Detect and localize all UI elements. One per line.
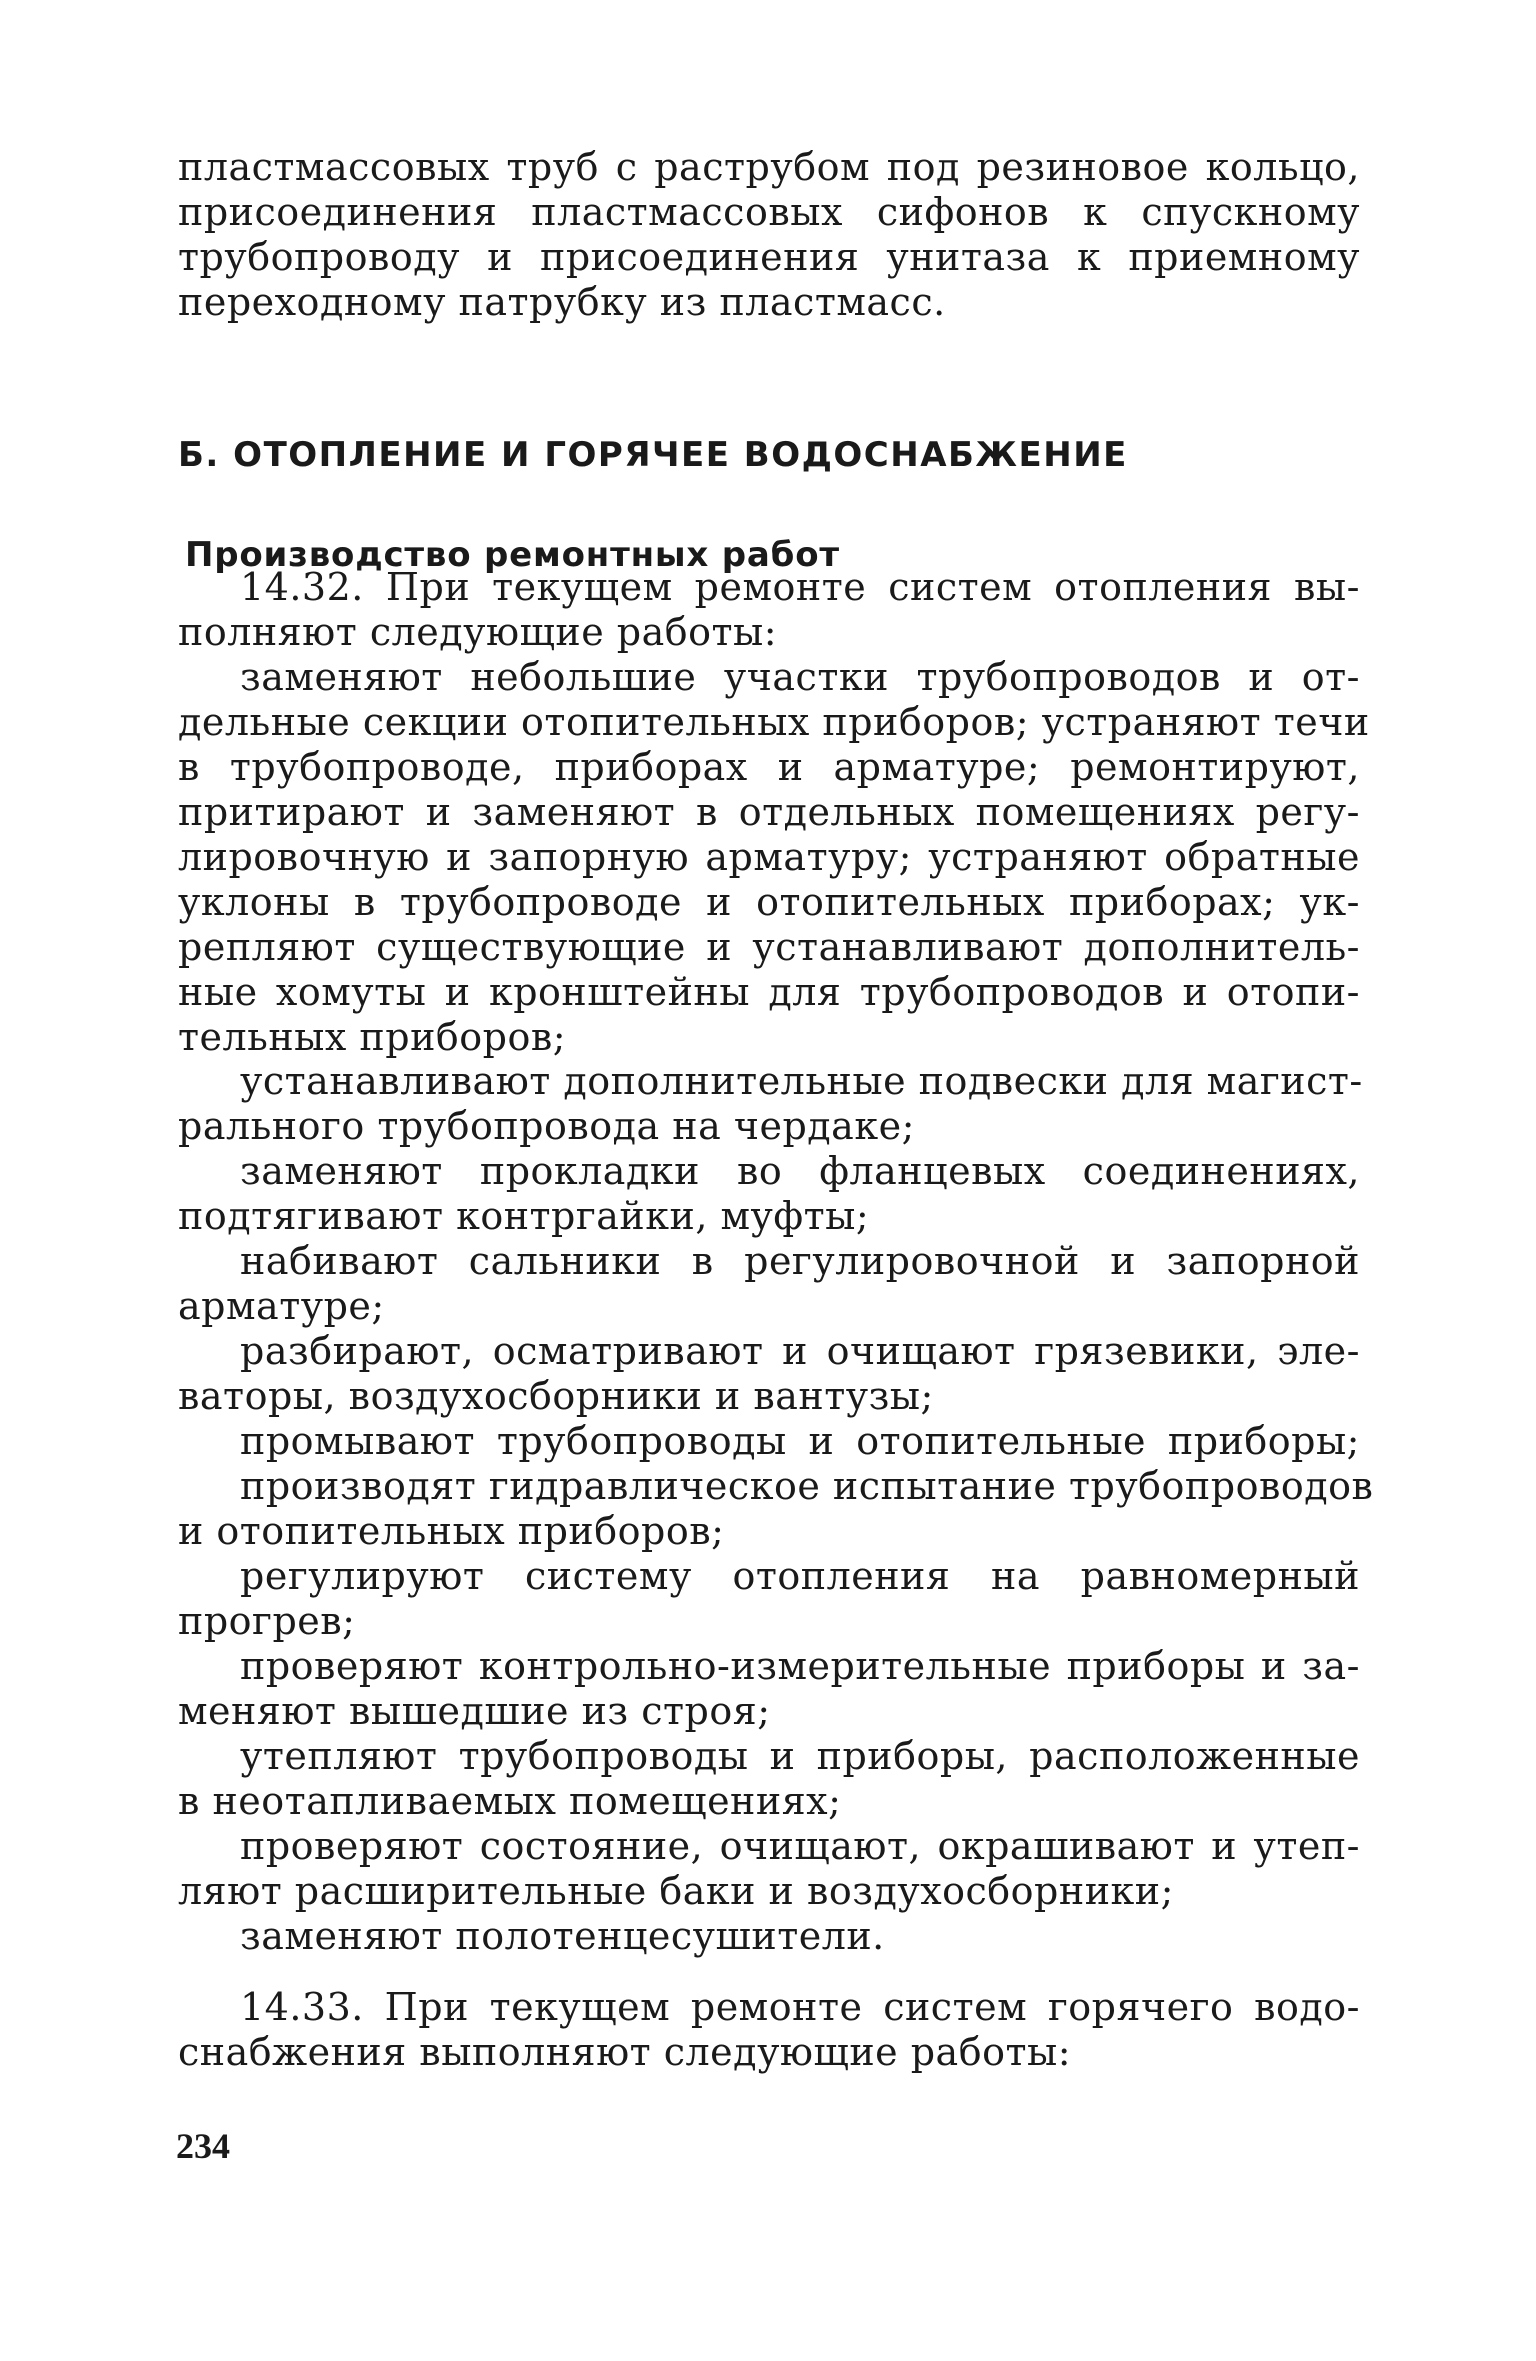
text-line: проверяют состояние, очищают, окрашивают и утеп- [240, 1824, 1360, 1868]
subsection-title: Производство ремонтных работ [185, 535, 840, 575]
text-line: заменяют небольшие участки трубопроводов и от- [240, 655, 1360, 699]
text-line: рального трубопровода на чердаке; [178, 1104, 915, 1148]
text-line: снабжения выполняют следующие работы: [178, 2030, 1072, 2074]
text-line: арматуре; [178, 1284, 385, 1328]
text-line: в неотапливаемых помещениях; [178, 1779, 842, 1823]
text-line: прогрев; [178, 1599, 356, 1643]
list-item [178, 1329, 1360, 1419]
list-item [178, 1644, 1360, 1734]
text-line: утепляют трубопроводы и приборы, расположенные [240, 1734, 1360, 1778]
text-line: регулируют систему отопления на равномерный [240, 1554, 1360, 1598]
text-line: пластмассовых труб с раструбом под резиновое кольцо, [178, 145, 1360, 189]
text-line: уклоны в трубопроводе и отопительных приборах; ук- [178, 880, 1360, 924]
text-line: ные хомуты и кронштейны для трубопроводов и отопи- [178, 970, 1360, 1014]
continuation-paragraph [178, 145, 1360, 325]
list-item [178, 1464, 1374, 1554]
list-item [178, 1554, 1360, 1644]
page-number: 234 [176, 2126, 230, 2166]
text-line: разбирают, осматривают и очищают грязевики, эле- [240, 1329, 1360, 1373]
text-line: проверяют контрольно-измерительные приборы и за- [240, 1644, 1360, 1688]
text-line: тельных приборов; [178, 1015, 567, 1059]
text-line: репляют существующие и устанавливают дополнитель- [178, 925, 1360, 969]
list-item [178, 1734, 1360, 1824]
text-line: заменяют прокладки во фланцевых соединениях, [240, 1149, 1360, 1193]
text-line: притирают и заменяют в отдельных помещениях регу- [178, 790, 1360, 834]
list-item [178, 655, 1370, 1060]
text-line: меняют вышедшие из строя; [178, 1689, 771, 1733]
text-line: подтягивают контргайки, муфты; [178, 1194, 870, 1238]
text-line: полняют следующие работы: [178, 610, 778, 654]
paragraph-14-33 [178, 1985, 1360, 2075]
list-item [178, 1239, 1360, 1329]
list-item [178, 1419, 1360, 1464]
section-title: Б. ОТОПЛЕНИЕ И ГОРЯЧЕЕ ВОДОСНАБЖЕНИЕ [178, 435, 1128, 475]
text-line: 14.32. При текущем ремонте систем отопления вы- [240, 565, 1360, 609]
text-line: лировочную и запорную арматуру; устраняют обратные [178, 835, 1360, 879]
text-line: в трубопроводе, приборах и арматуре; ремонтируют, [178, 745, 1360, 789]
list-item [178, 1059, 1363, 1149]
text-line: ваторы, воздухосборники и вантузы; [178, 1374, 934, 1418]
text-line: заменяют полотенцесушители. [240, 1914, 885, 1958]
text-line: присоединения пластмассовых сифонов к спускному [178, 190, 1360, 234]
list-item [178, 1914, 1360, 1959]
text-line: набивают сальники в регулировочной и запорной [240, 1239, 1360, 1283]
text-line: трубопроводу и присоединения унитаза к приемному [178, 235, 1360, 279]
text-line: дельные секции отопительных приборов; устраняют течи [178, 700, 1370, 744]
paragraph-14-32 [178, 565, 1360, 655]
text-line: устанавливают дополнительные подвески для магист- [240, 1059, 1363, 1103]
text-line: производят гидравлическое испытание трубопроводов [240, 1464, 1374, 1508]
list-item [178, 1824, 1360, 1914]
text-line: промывают трубопроводы и отопительные приборы; [240, 1419, 1360, 1463]
text-line: 14.33. При текущем ремонте систем горячего водо- [240, 1985, 1360, 2029]
list-item [178, 1149, 1360, 1239]
text-line: и отопительных приборов; [178, 1509, 725, 1553]
text-line: переходному патрубку из пластмасс. [178, 280, 946, 324]
text-line: ляют расширительные баки и воздухосборники; [178, 1869, 1174, 1913]
